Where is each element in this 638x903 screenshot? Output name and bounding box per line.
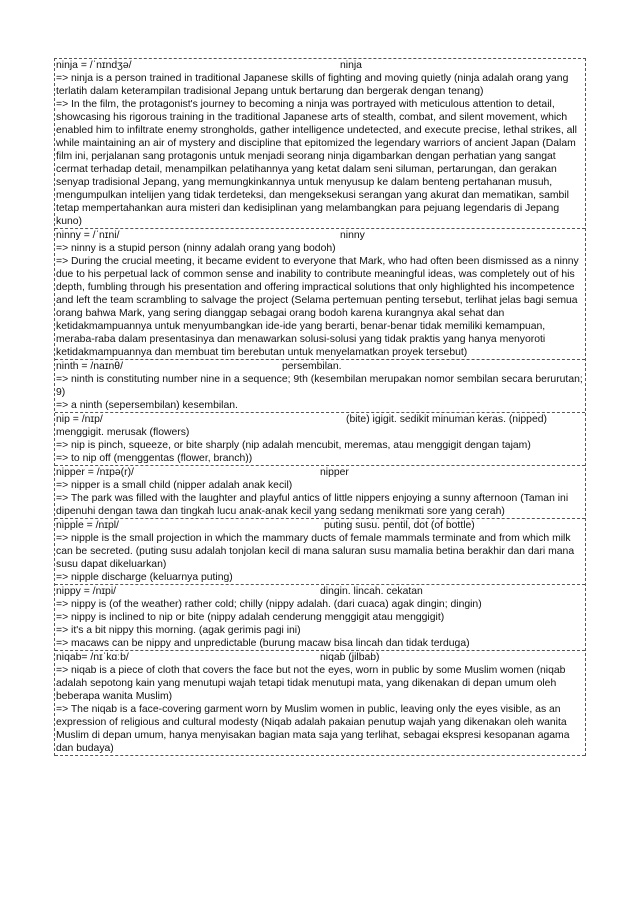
entry-header: [56, 59, 584, 72]
entry-translation: puting susu. pentil, dot (of bottle): [324, 520, 475, 531]
entry-translation-cont: menggigit. merusak (flowers): [56, 427, 190, 438]
entry-ninja: [55, 59, 585, 229]
entry-translation: ninny: [340, 230, 365, 241]
entry-term: nippy = /nɪpi/: [56, 586, 117, 597]
entry-header: [56, 229, 584, 242]
entry-nipple: [55, 519, 585, 585]
entry-nip: [55, 413, 585, 466]
entry-example: => In the film, the protagonist's journey to becoming a ninja was portrayed with meticulous attention to detail, showcasing his rigorous training in the traditional Japanese arts of stealth, combat, and silent movement, which enabled him to infiltrate enemy strongholds, gather intelligence undetected, and execute precise, lethal strikes, all while maintaining an air of mystery and discipline that epitomized the legendary warriors of ancient Japan (Dalam film ini, perjalanan sang protagonis untuk menjadi seorang ninja digambarkan dengan perhatian yang sangat cermat terhadap detail, menampilkan pelatihannya yang ketat dalam seni siluman, pertarungan, dan gerakan senyap tradisional Jepang, yang memungkinkannya untuk menyusup ke dalam benteng pertahanan musuh, mengumpulkan intelijen yang tidak terdeteksi, dan mengeksekusi serangan yang akurat dan mematikan, sambil tetap mempertahankan aura misteri dan kedisiplinan yang melambangkan para pejuang legendaris di Jepang kuno): [56, 99, 577, 227]
entry-translation: ninja: [340, 60, 362, 71]
entry-example: => it's a bit nippy this morning. (agak gerimis pagi ini): [56, 625, 301, 636]
entry-definition: => nippy is inclined to nip or bite (nippy adalah cenderung menggigit atau menggigit): [56, 612, 445, 623]
entry-definition: => nippy is (of the weather) rather cold; chilly (nippy adalah. (dari cuaca) agak dingin; dingin): [56, 599, 482, 610]
entry-term: nipper = /nɪpə(r)/: [56, 467, 134, 478]
entry-ninny: [55, 229, 585, 360]
entry-term: ninth = /naɪnθ/: [56, 361, 123, 372]
entry-term: nip = /nɪp/: [56, 414, 103, 425]
entry-definition: => ninja is a person trained in traditional Japanese skills of fighting and moving quietly (ninja adalah orang yang terlatih dalam keterampilan tradisional Jepang untuk bertarung dan bergerak dengan tenang): [56, 73, 569, 97]
entry-example: => to nip off (menggentas (flower, branch)): [56, 453, 253, 464]
entry-definition: => ninny is a stupid person (ninny adalah orang yang bodoh): [56, 243, 336, 254]
entry-example: => During the crucial meeting, it became evident to everyone that Mark, who had often been dismissed as a ninny due to his perpetual lack of common sense and inability to contribute meaningful ideas, was completely out of his depth, fumbling through his presentation and offering impractical solutions that only highlighted his incompetence and left the team scrambling to salvage the project (Selama pertemuan penting tersebut, terlihat jelas bagi semua orang bahwa Mark, yang sering dianggap sebagai orang bodoh karena kurangnya akal sehat dan ketidakmampuannya untuk menyumbangkan ide-ide yang berarti, benar-benar tidak memiliki kemampuan, meraba-raba dalam presentasinya dan menawarkan solusi-solusi yang tidak praktis yang hanya menyoroti ketidakmampuannya dan membuat tim berebutan untuk menyelamatkan proyek tersebut): [56, 256, 579, 358]
entry-translation: dingin. lincah. cekatan: [320, 586, 423, 597]
entry-translation: persembilan.: [282, 361, 342, 372]
entry-term: ninny = /ˈnɪni/: [56, 230, 120, 241]
entry-header: [56, 519, 584, 532]
entry-term: niqab= /nɪˈkɑːb/: [56, 652, 129, 663]
entry-header: [56, 651, 584, 664]
entry-translation: (bite) igigit. sedikit minuman keras. (nipped): [346, 414, 547, 425]
entry-translation: nipper: [320, 467, 349, 478]
entry-example: => nipple discharge (keluarnya puting): [56, 572, 233, 583]
entry-definition: => ninth is constituting number nine in a sequence; 9th (kesembilan merupakan nomor sembilan secara berurutan; 9): [56, 374, 583, 398]
entry-header: [56, 360, 584, 373]
entry-nippy: [55, 585, 585, 651]
entry-translation: niqab (jilbab): [320, 652, 380, 663]
entry-term: nipple = /nɪpl/: [56, 520, 119, 531]
dictionary-page: [54, 58, 586, 756]
entry-niqab: [55, 651, 585, 756]
entry-nipper: [55, 466, 585, 519]
entry-example: => a ninth (sepersembilan) kesembilan.: [56, 400, 238, 411]
entry-term: ninja = /ˈnɪndʒə/: [56, 60, 132, 71]
entry-example: => macaws can be nippy and unpredictable (burung macaw bisa lincah dan tidak terduga): [56, 638, 470, 649]
entry-definition: => nip is pinch, squeeze, or bite sharply (nip adalah mencubit, meremas, atau menggigit dengan tajam): [56, 440, 531, 451]
entry-definition: => niqab is a piece of cloth that covers the face but not the eyes, worn in public by some Muslim women (niqab adalah sepotong kain yang menutupi wajah tetapi tidak menutupi mata, yang dikenakan di depan umum oleh beberapa wanita Muslim): [56, 665, 566, 702]
entry-example: => The park was filled with the laughter and playful antics of little nippers enjoying a sunny afternoon (Taman ini dipenuhi dengan tawa dan tingkah lucu anak-anak kecil yang sedang menikmati sore yang cerah): [56, 493, 569, 517]
entry-definition: => nipple is the small projection in which the mammary ducts of female mammals terminate and from which milk can be secreted. (puting susu adalah tonjolan kecil di mana saluran susu mamalia betina berakhir dan dari mana susu dapat dikeluarkan): [56, 533, 575, 570]
entry-example: => The niqab is a face-covering garment worn by Muslim women in public, leaving only the eyes visible, as an expression of religious and cultural modesty (Niqab adalah pakaian penutup wajah yang dikenakan oleh wanita Muslim di depan umum, hanya menyisakan bagian mata saja yang terlihat, sebagai ekspresi kesopanan agama dan budaya): [56, 704, 570, 754]
entry-header: [56, 585, 584, 598]
entry-ninth: [55, 360, 585, 413]
entry-header: [56, 413, 584, 426]
entry-definition: => nipper is a small child (nipper adalah anak kecil): [56, 480, 293, 491]
entry-header: [56, 466, 584, 479]
